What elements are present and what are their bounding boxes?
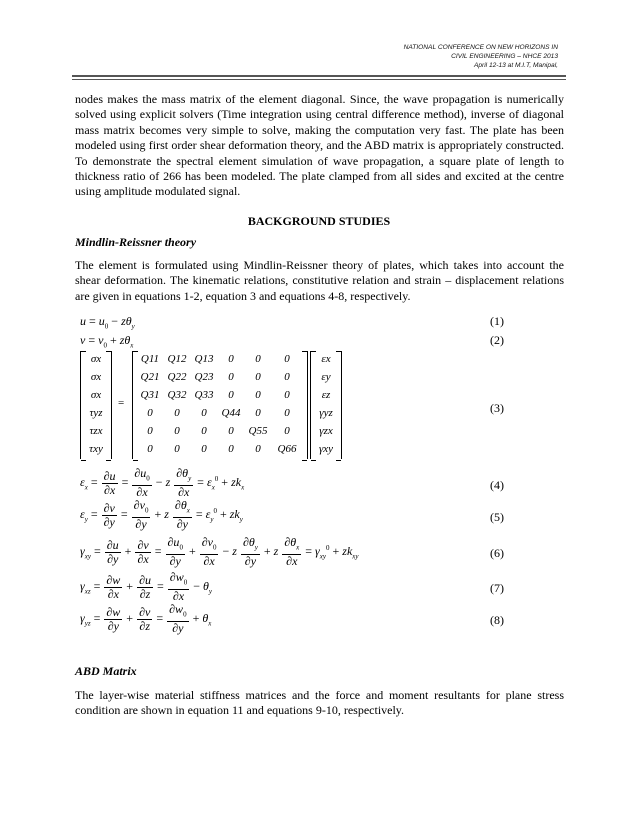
section-heading-background: BACKGROUND STUDIES [247,214,391,228]
matrix-cell: 0 [228,353,234,365]
matrix-cell: 0 [255,407,261,419]
strain-vector [310,351,342,459]
matrix-cell: 0 [147,425,153,437]
header-line-2: CIVIL ENGINEERING – NHCE 2013 [451,53,558,60]
strain-component: εz [321,389,331,401]
matrix-cell: 0 [228,443,234,455]
subheading-mindlin: Mindlin-Reissner theory [75,235,197,249]
equation-number-6: (6) [490,546,504,560]
header-line-1: NATIONAL CONFERENCE ON NEW HORIZONS IN [403,44,558,51]
equals-sign: = [118,397,125,409]
equation-8: $\gamma_{yz}$ = $\frac{\partial w}{\partial y}$ + $\frac{\partial v}{\partial z}$ = $\frac{\partial w_0}{\partial y}$ + $\theta_x$ [80,602,212,636]
matrix-cell: 0 [201,425,207,437]
matrix-cell: 0 [147,407,153,419]
matrix-cell: 0 [174,425,180,437]
matrix-cell: 0 [201,443,207,455]
matrix-cell: Q33 [194,389,214,401]
matrix-cell: Q21 [140,371,160,383]
matrix-cell: Q22 [167,371,187,383]
matrix-cell: 0 [174,407,180,419]
matrix-cell: Q44 [221,407,241,419]
matrix-cell: 0 [228,425,234,437]
stress-component: τyz [89,407,103,419]
equation-4: $\varepsilon_x$ = $\frac{\partial u}{\partial x}$ = $\frac{\partial u_0}{\partial x}$ − z $\frac{\partial\theta_y}{\partial x}$ = $\varepsilon_x^0 + zk_x$ [80,466,245,500]
matrix-cell: 0 [284,353,290,365]
equation-number-8: (8) [490,613,504,627]
equation-number-2: (2) [490,333,504,347]
matrix-cell: 0 [147,443,153,455]
header-line-3: April 12-13 at M.I.T, Manipal, [473,62,558,69]
theory-paragraph: The element is formulated using Mindlin-Reissner theory of plates, which takes into account the shear deformation. The kinematic relations, constitutive relation and strain – displacement relations are given in equations 1-2, equation 3 and equations 4-8, respectively. [75,258,564,303]
equation-number-3: (3) [490,401,504,415]
strain-component: εy [321,371,331,383]
matrix-cell: 0 [201,407,207,419]
matrix-cell: 0 [284,389,290,401]
strain-component: γyz [319,407,333,419]
stress-component: σx [90,353,102,365]
matrix-cell: Q32 [167,389,187,401]
equation-5: $\varepsilon_y$ = $\frac{\partial v}{\partial y}$ = $\frac{\partial v_0}{\partial y}$ + z $\frac{\partial\theta_x}{\partial y}$ = $\varepsilon_y^0 + zk_y$ [80,498,243,532]
matrix-cell: 0 [284,425,290,437]
strain-component: γxy [318,443,334,455]
abd-paragraph: The layer-wise material stiffness matrices and the force and moment resultants for plane stress condition are shown in equation 11 and equations 9-10, respectively. [75,688,564,718]
equation-7: $\gamma_{xz}$ = $\frac{\partial w}{\partial x}$ + $\frac{\partial u}{\partial z}$ = $\frac{\partial w_0}{\partial x}$ − $\theta_y$ [80,570,213,604]
conference-header [404,43,558,70]
stiffness-matrix [132,351,308,459]
stress-component: τzx [89,425,103,437]
strain-component: γzx [319,425,333,437]
matrix-cell: Q66 [277,443,297,455]
header-rule-thick [72,75,566,77]
equation-2: $v = v_0 + z\theta_x$ [80,333,134,350]
matrix-cell: Q13 [194,353,214,365]
matrix-cell: 0 [284,407,290,419]
equation-number-7: (7) [490,581,504,595]
subheading-abd: ABD Matrix [75,664,137,678]
matrix-cell: 0 [228,371,234,383]
matrix-cell: Q55 [248,425,268,437]
equation-6: $\gamma_{xy}$ = $\frac{\partial u}{\partial y}$ + $\frac{\partial v}{\partial x}$ = $\frac{\partial u_0}{\partial y}$ + $\frac{\partial v_0}{\partial x}$ − z $\frac{\partial\theta_y}{\partial y}$ + z $\frac{\partial\theta_x}{\partial x}$ = $\gamma_{xy}^0 + zk_{xy}$ [80,535,359,569]
equation-1: $u = u_0 - z\theta_y$ [80,314,135,331]
matrix-cell: 0 [174,443,180,455]
matrix-cell: 0 [228,389,234,401]
matrix-cell: Q11 [140,353,160,365]
matrix-cell: Q12 [167,353,187,365]
matrix-cell: Q31 [140,389,160,401]
stress-vector [80,351,112,459]
matrix-cell: 0 [284,371,290,383]
stress-component: σx [90,371,102,383]
intro-paragraph: nodes makes the mass matrix of the element diagonal. Since, the wave propagation is numerically solved using explicit solvers (Time integration using central difference method), inverse of diagonal mass matrix becomes very simple to solve, making the computation very fast. The plate has been modeled using first order shear deformation theory, and the ABD matrix is appropriately constructed. To demonstrate the spectral element simulation of wave propagation, a square plate of length to thickness ratio of 266 has been modeled. The plate clamped from all sides and excited at the centre using amplitude modulated signal. [75,92,564,199]
header-rule-thin [72,79,566,80]
stress-component: σx [90,389,102,401]
stress-component: τxy [89,443,103,455]
matrix-cell: Q23 [194,371,214,383]
equation-number-4: (4) [490,478,504,492]
matrix-cell: 0 [255,389,261,401]
equation-number-1: (1) [490,314,504,328]
matrix-cell: 0 [255,443,261,455]
strain-component: εx [321,353,331,365]
matrix-cell: 0 [255,353,261,365]
matrix-cell: 0 [255,371,261,383]
equation-number-5: (5) [490,510,504,524]
